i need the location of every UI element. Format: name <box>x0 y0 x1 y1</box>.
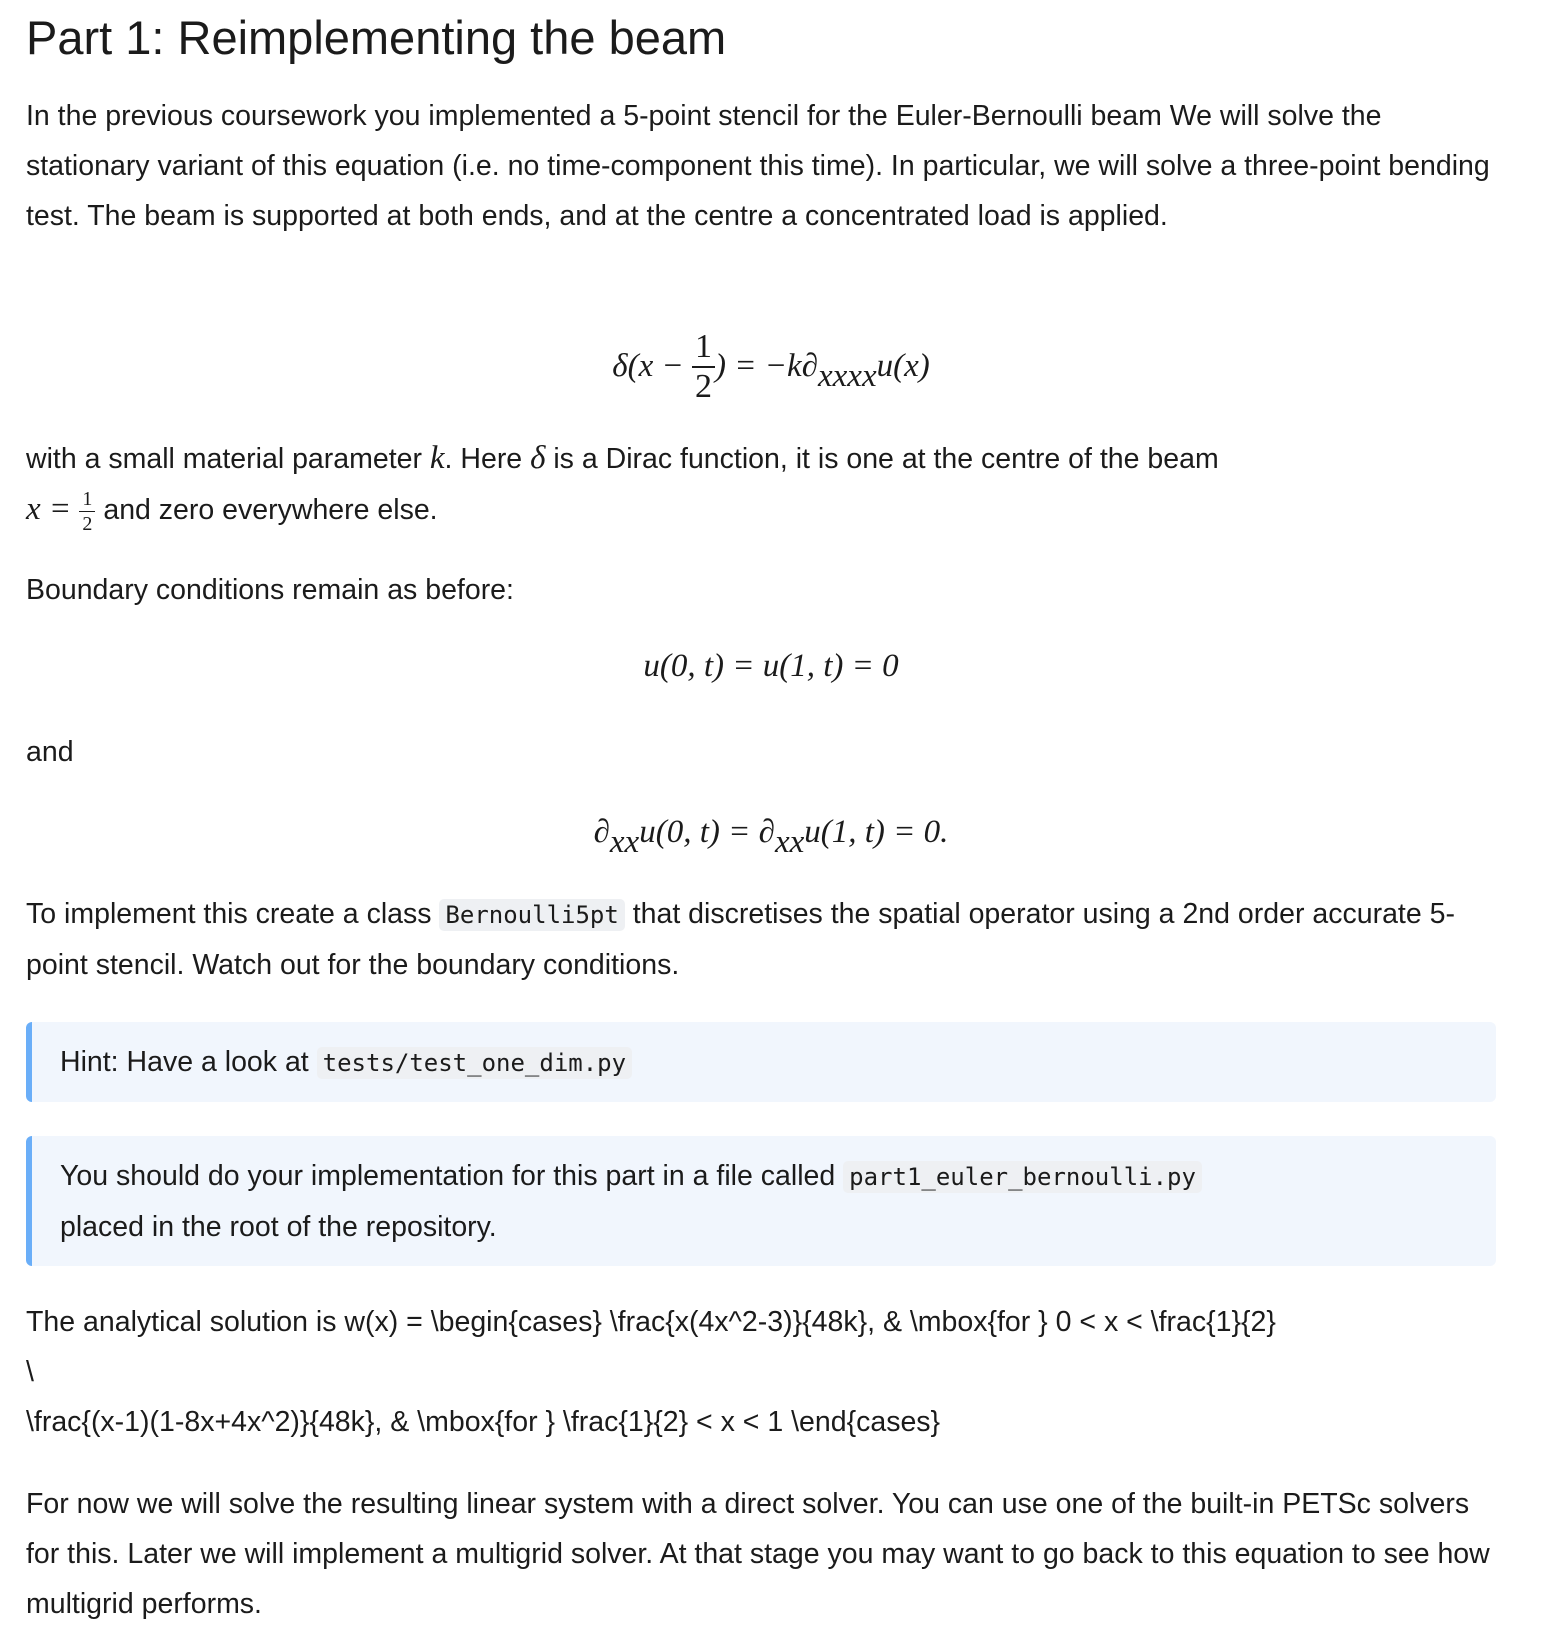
page-title: Part 1: Reimplementing the beam <box>26 11 727 64</box>
intro-paragraph: In the previous coursework you implemented a 5-point stencil for the Euler-Bernoulli beam We will solve the stationary variant of this equation (i.e. no time-component this time). In particular, we will solve a three-point bending test. The beam is supported at both ends, and at the centre a concentrated load is applied. <box>26 100 1490 232</box>
file-name-code: part1_euler_bernoulli.py <box>843 1161 1202 1193</box>
class-name-code: Bernoulli5pt <box>439 899 624 931</box>
boundary-equation-2: $\partial_{xx}u(0$, $t) = \partial_{xx}u(1$, t) = 0. <box>593 814 949 860</box>
dirac-paragraph: with a small material parameter k. Here δ is a Dirac function, it is one at the centre of the beam x = $\frac{1}{2}$ and zero everywhere else. <box>26 440 1219 535</box>
hint-callout: Hint: Have a look at tests/test_one_dim.py <box>26 1022 1496 1102</box>
boundary-equation-1: u(0, t) = u(1, t) = 0 <box>643 648 899 684</box>
test-file-code: tests/test_one_dim.py <box>317 1047 632 1079</box>
implementation-paragraph: To implement this create a class Bernoulli5pt that discretises the spatial operator using a 2nd order accurate 5-point stencil. Watch out for the boundary conditions. <box>26 898 1455 981</box>
file-callout: You should do your implementation for this part in a file called part1_euler_bernoulli.py placed in the root of the repository. <box>26 1136 1496 1266</box>
analytical-solution-paragraph: The analytical solution is w(x) = \begin{cases} \frac{x(4x^2-3)}{48k}, & \mbox{for } 0 < x < \frac{1}{2} \ \frac{(x-1)(1-8x+4x^2)}{48k}, & \mbox{for } \frac{1}{2} < x < 1 \end{cases} <box>26 1306 1276 1438</box>
boundary-heading: Boundary conditions remain as before: <box>26 574 514 606</box>
half-fraction: $\frac{1}{2}$ <box>692 330 715 404</box>
solver-paragraph: For now we will solve the resulting linear system with a direct solver. You can use one of the built-in PETSc solvers for this. Later we will implement a multigrid solver. At that stage you may want to go back to this equation to see how multigrid performs. <box>26 1488 1490 1620</box>
and-text: and <box>26 736 74 768</box>
beam-equation: δ(x − $\frac{1}{2}$ ) = $-k\partial_{xxxx}u(x)$ <box>612 328 930 405</box>
